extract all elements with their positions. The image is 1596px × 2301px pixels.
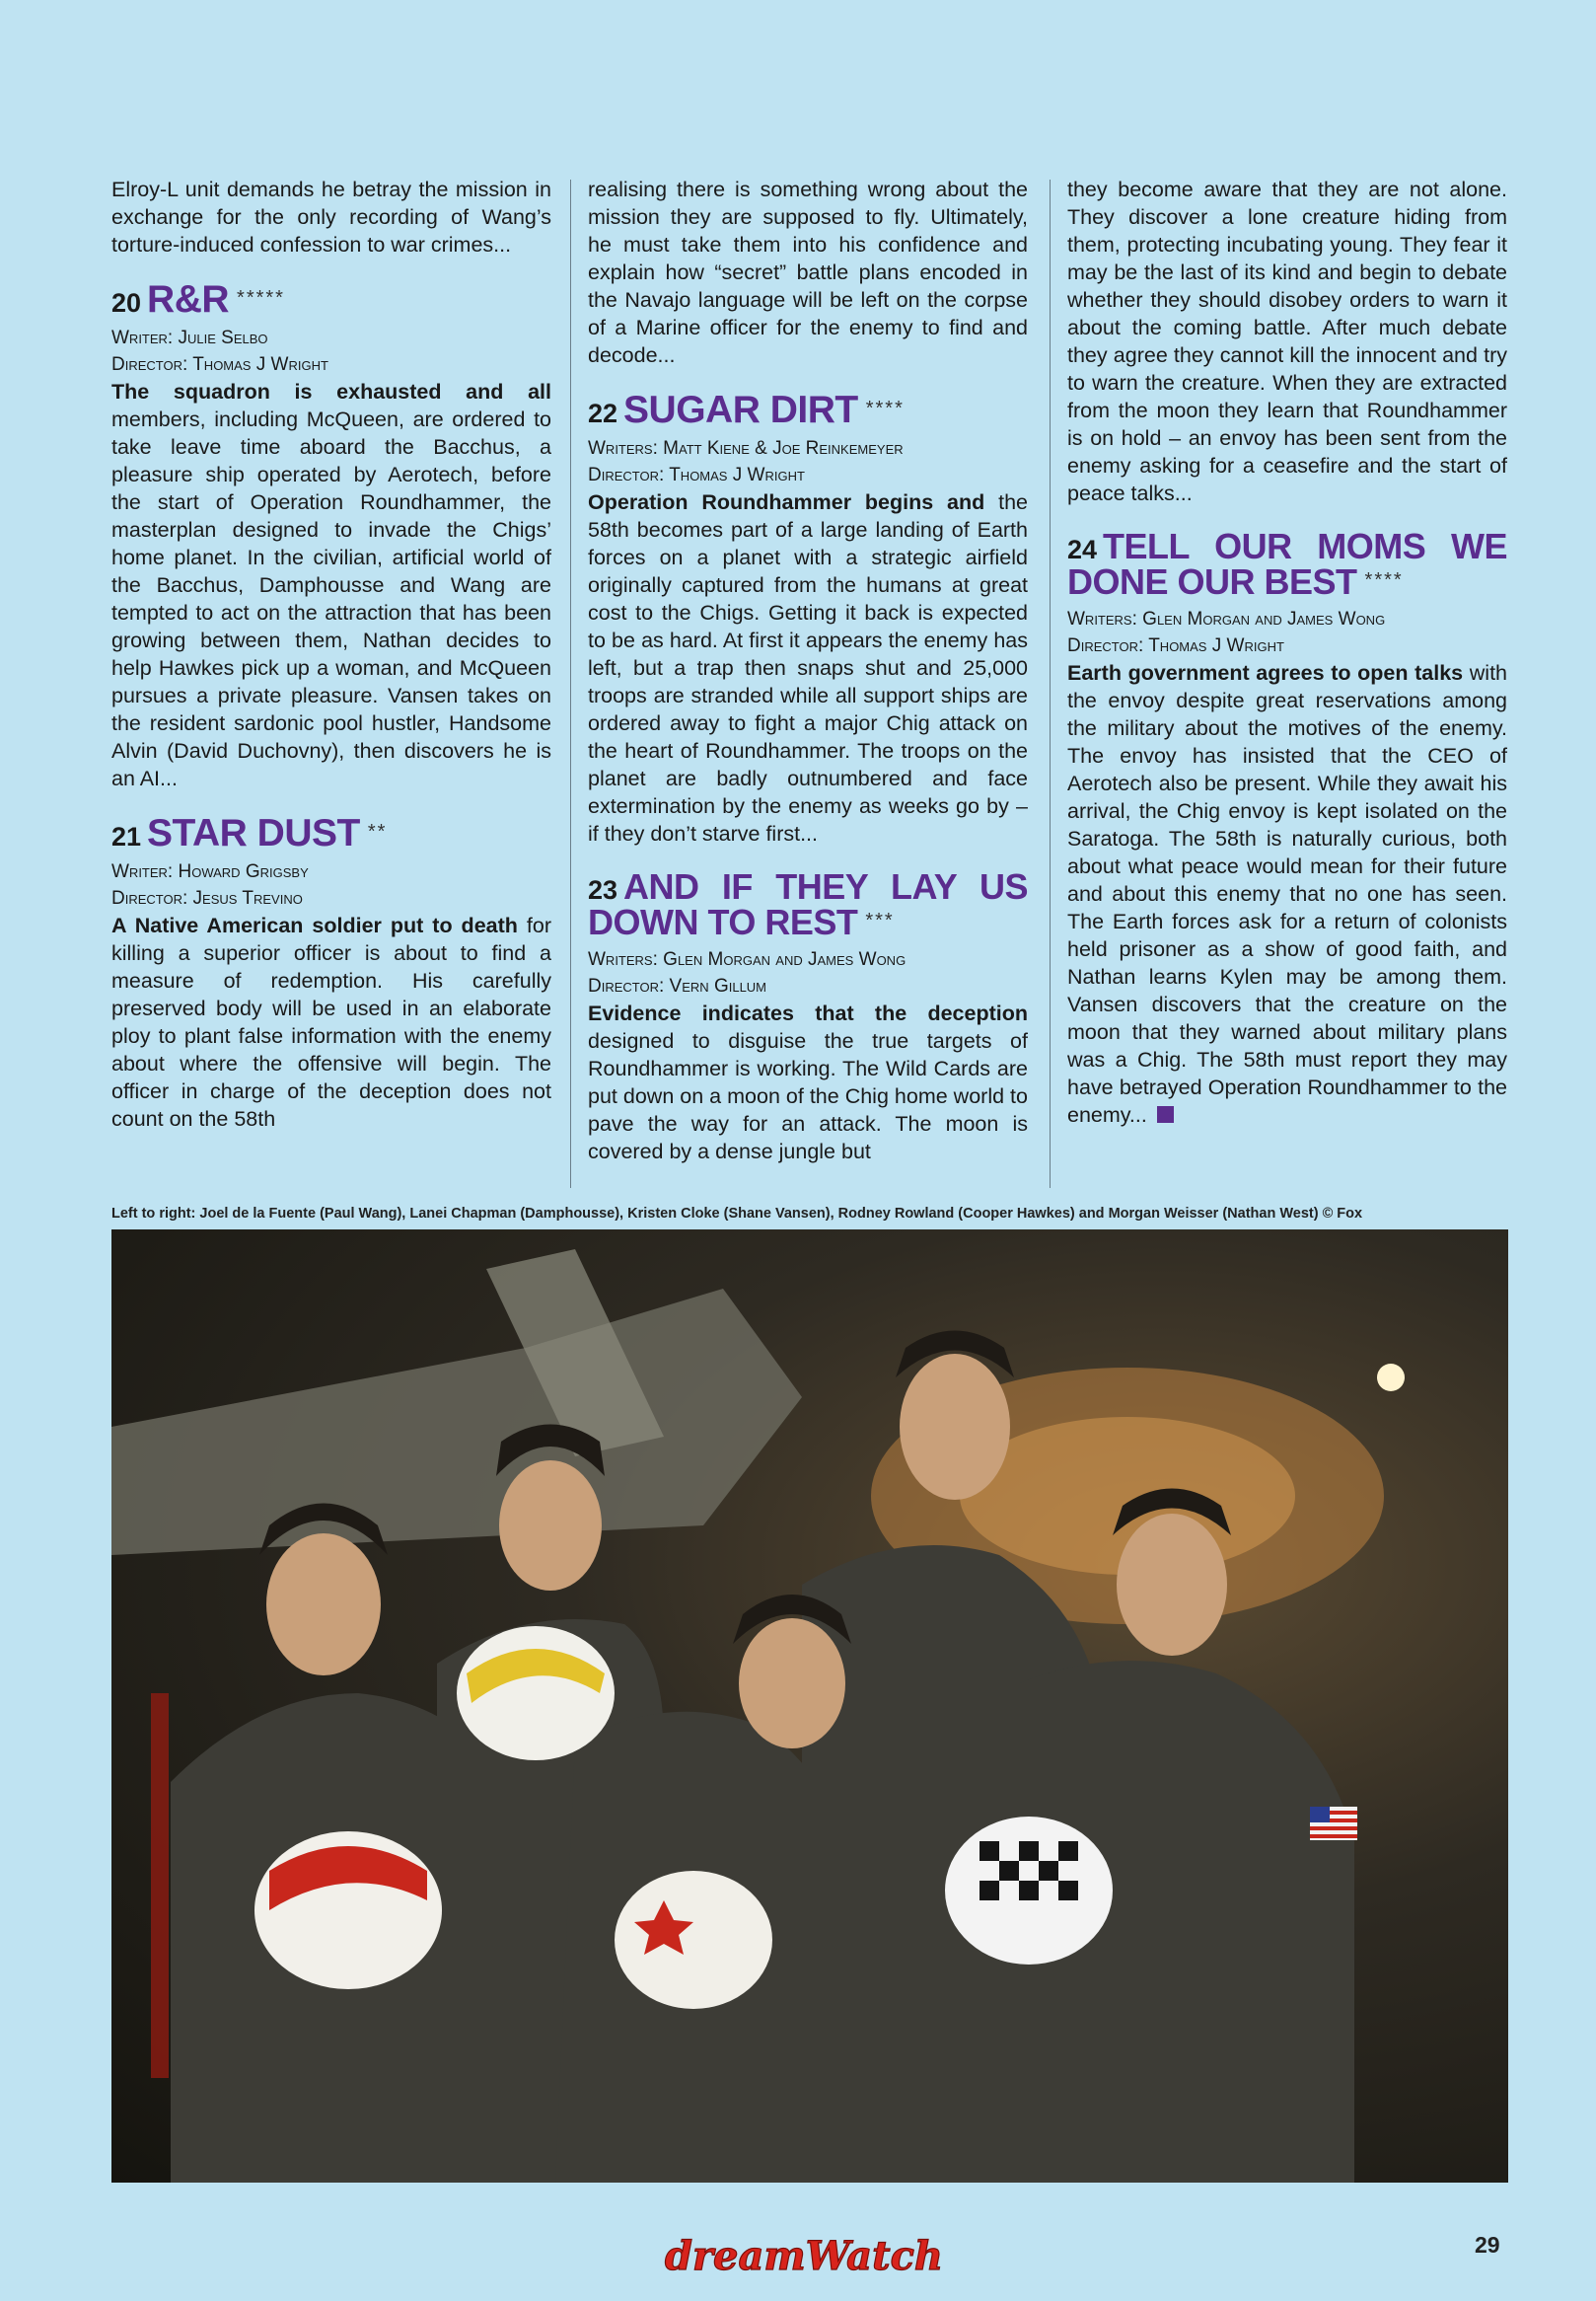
synopsis-body: for killing a superior officer is about to find a measure of redemption. His carefully preserved body will be used in an elaborate ploy to plant false information with the enemy about where the offensive will begin. The officer in charge of the deception does not count on the 58th: [111, 914, 551, 1131]
episode-synopsis: [588, 1000, 1028, 1165]
photo-caption: Left to right: Joel de la Fuente (Paul Wang), Lanei Chapman (Damphousse), Kristen Cloke (Shane Vansen), Rodney Rowland (Cooper Hawkes) and Morgan Weisser (Nathan West) © Fox: [111, 1206, 1363, 1222]
episode-heading: [111, 814, 551, 853]
writer-credit: Writers: Matt Kiene & Joe Reinkemeyer: [588, 438, 904, 459]
cast-photo-illustration: [111, 1229, 1508, 2183]
director-credit: Director: Thomas J Wright: [1067, 635, 1284, 656]
director-credit: Director: Jesus Trevino: [111, 888, 303, 909]
episode-number: 23: [588, 875, 618, 905]
episode-title: SUGAR DIRT: [623, 389, 858, 431]
episode-21: [111, 814, 551, 1133]
synopsis-lead: A Native American soldier put to death: [111, 914, 518, 937]
episode-20: [111, 280, 551, 792]
end-square-icon: [1157, 1106, 1174, 1123]
episode-22: [588, 391, 1028, 848]
episode-heading: [588, 866, 1028, 942]
text-column-2: [588, 176, 1028, 1165]
episode-rating: *****: [237, 287, 285, 309]
column-divider: [570, 180, 571, 1188]
synopsis-body: designed to disguise the true targets of Roundhammer is working. The Wild Cards are put down on a moon of the Chig home world to pave the way for an attack. The moon is covered by a dense jungle but: [588, 1029, 1028, 1163]
column-intro: they become aware that they are not alone. They discover a lone creature hiding from them, protecting incubating young. They fear it may be the last of its kind and begin to debate whether they should disobey orders to warn it about the coming battle. After much debate they agree they cannot kill the innocent and try to warn the creature. When they are extracted from the moon they learn that Roundhammer is on hold – an envoy has been sent from the enemy asking for a ceasefire and the start of peace talks...: [1067, 178, 1507, 505]
episode-synopsis: [1067, 659, 1507, 1129]
synopsis-lead: Operation Roundhammer begins and: [588, 490, 985, 514]
episode-23: [588, 866, 1028, 1165]
episode-rating: **: [367, 821, 388, 843]
episode-heading: [1067, 526, 1507, 602]
logo-text: dreamWatch: [664, 2233, 944, 2279]
synopsis-lead: The squadron is exhausted and all: [111, 380, 551, 404]
episode-synopsis: [111, 912, 551, 1133]
text-column-3: [1067, 176, 1507, 1129]
director-credit: Director: Thomas J Wright: [111, 354, 328, 375]
episode-number: 22: [588, 399, 618, 428]
synopsis-body: with the envoy despite great reservations among the military about the motives of the enemy. The envoy has insisted that the CEO of Aerotech also be present. While they await his arrival, the Chig envoy is kept isolated on the Saratoga. The 58th is naturally curious, both about what peace would mean for their future and about this enemy that no one has seen. The Earth forces ask for a return of colonists held prisoner as a show of good faith, and Nathan learns Kylen may be among them. Vansen discovers that the creature on the moon that they warned about military plans was a Chig. The 58th must report they may have betrayed Operation Roundhammer to the enemy...: [1067, 661, 1507, 1127]
synopsis-lead: Evidence indicates that the deception: [588, 1002, 1028, 1025]
text-column-1: [111, 176, 551, 1133]
episode-number: 20: [111, 288, 142, 318]
episode-synopsis: [588, 488, 1028, 848]
column-intro: Elroy-L unit demands he betray the mission in exchange for the only recording of Wang’s torture-induced confession to war crimes...: [111, 178, 551, 257]
episode-title: STAR DUST: [147, 812, 360, 854]
episode-heading: [111, 280, 551, 319]
episode-heading: [588, 391, 1028, 429]
director-credit: Director: Thomas J Wright: [588, 465, 805, 485]
page-number: 29: [1475, 2232, 1500, 2258]
episode-number: 24: [1067, 535, 1098, 564]
director-credit: Director: Vern Gillum: [588, 976, 767, 997]
episode-title: TELL OUR MOMS WE DONE OUR BEST: [1067, 526, 1507, 602]
writer-credit: Writer: Julie Selbo: [111, 328, 268, 348]
column-divider: [1050, 180, 1051, 1188]
episode-synopsis: [111, 378, 551, 792]
episode-rating: ***: [865, 910, 895, 931]
synopsis-body: the 58th becomes part of a large landing of Earth forces on a planet with a strategic airfield originally captured from the humans at great cost to the Chigs. Getting it back is expected to be as hard. At first it appears the enemy has left, but a trap then snaps shut and 25,000 troops are stranded while all support ships are ordered away to fight a major Chig attack on the heart of Roundhammer. The troops on the planet are badly outnumbered and face extermination by the enemy as weeks go by – if they don’t starve first...: [588, 490, 1028, 846]
episode-rating: ****: [865, 398, 905, 419]
synopsis-body: members, including McQueen, are ordered to take leave time aboard the Bacchus, a pleasure ship operated by Aerotech, before the start of Operation Roundhammer, the masterplan designed to invade the Chigs’ home planet. In the civilian, artificial world of the Bacchus, Damphousse and Wang are tempted to act on the attraction that has been growing between them, Nathan decides to help Hawkes pick up a woman, and McQueen pursues a private pleasure. Vansen takes on the resident sardonic pool hustler, Handsome Alvin (David Duchovny), then discovers he is an AI...: [111, 408, 551, 790]
cast-photo: [111, 1229, 1508, 2183]
episode-number: 21: [111, 822, 142, 852]
episode-title: AND IF THEY LAY US DOWN TO REST: [588, 866, 1028, 942]
writer-credit: Writers: Glen Morgan and James Wong: [588, 949, 907, 970]
synopsis-lead: Earth government agrees to open talks: [1067, 661, 1464, 685]
column-intro: realising there is something wrong about the mission they are supposed to fly. Ultimately, he must take them into his confidence and explain how “secret” battle plans encoded in the Navajo language will be left on the corpse of a Marine officer for the enemy to find and decode...: [588, 178, 1028, 367]
episode-24: [1067, 526, 1507, 1129]
episode-rating: ****: [1364, 569, 1404, 591]
dreamwatch-logo: [664, 2224, 944, 2287]
writer-credit: Writer: Howard Grigsby: [111, 861, 309, 882]
episode-title: R&R: [147, 278, 230, 321]
writer-credit: Writers: Glen Morgan and James Wong: [1067, 609, 1386, 630]
